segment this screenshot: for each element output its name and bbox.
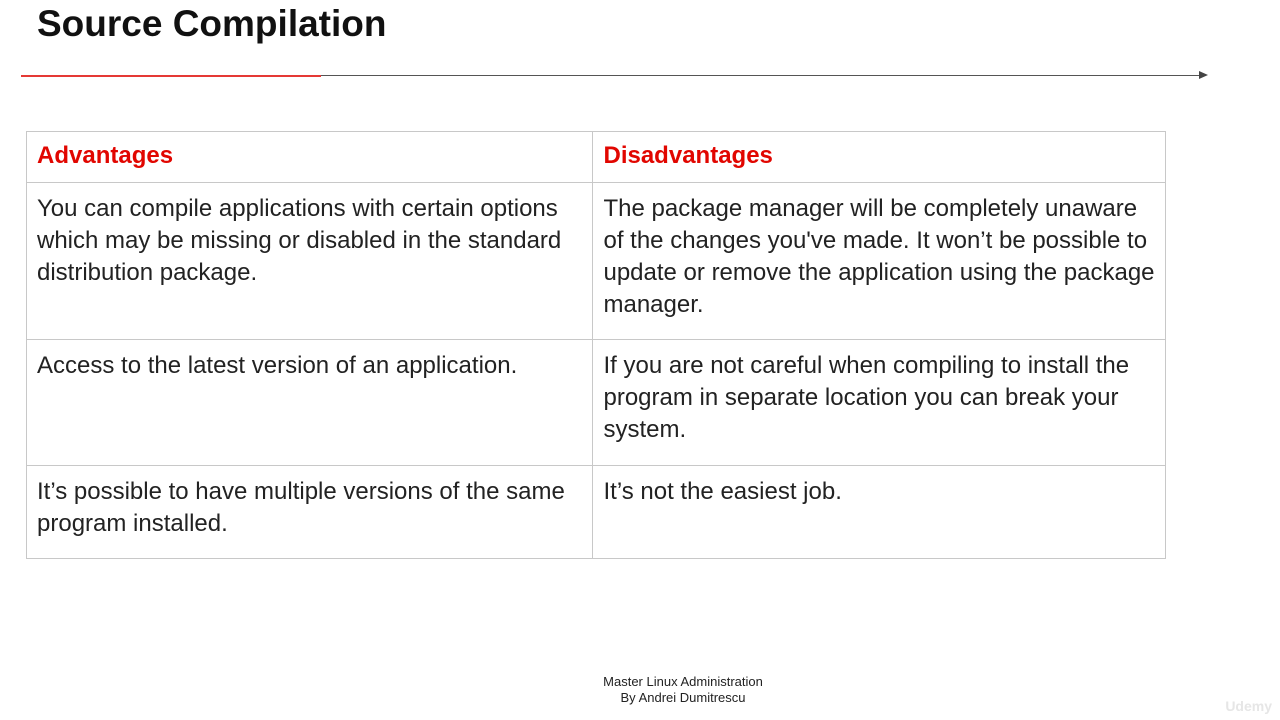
footer-course-title: Master Linux Administration <box>603 674 763 689</box>
footer-author: By Andrei Dumitrescu <box>620 690 746 705</box>
column-header-advantages: Advantages <box>27 132 593 183</box>
comparison-table <box>26 131 1166 559</box>
title-divider-accent <box>21 75 321 77</box>
column-header-disadvantages: Disadvantages <box>593 132 1166 183</box>
advantage-cell: Access to the latest version of an application. <box>27 340 593 466</box>
title-divider-line <box>321 75 1201 76</box>
table-header-row <box>27 132 1166 183</box>
arrow-right-icon <box>1199 71 1208 79</box>
advantage-cell: It’s possible to have multiple versions of the same program installed. <box>27 466 593 559</box>
disadvantage-cell: It’s not the easiest job. <box>593 466 1166 559</box>
table-row <box>27 183 1166 340</box>
advantage-cell: You can compile applications with certain options which may be missing or disabled in the standard distribution package. <box>27 183 593 340</box>
disadvantage-cell: The package manager will be completely unaware of the changes you've made. It won’t be possible to update or remove the application using the package manager. <box>593 183 1166 340</box>
disadvantage-cell: If you are not careful when compiling to install the program in separate location you can break your system. <box>593 340 1166 466</box>
slide-footer <box>583 674 783 706</box>
slide-title: Source Compilation <box>37 3 387 44</box>
udemy-watermark: Udemy <box>1225 698 1272 714</box>
table-row <box>27 340 1166 466</box>
table-row <box>27 466 1166 559</box>
